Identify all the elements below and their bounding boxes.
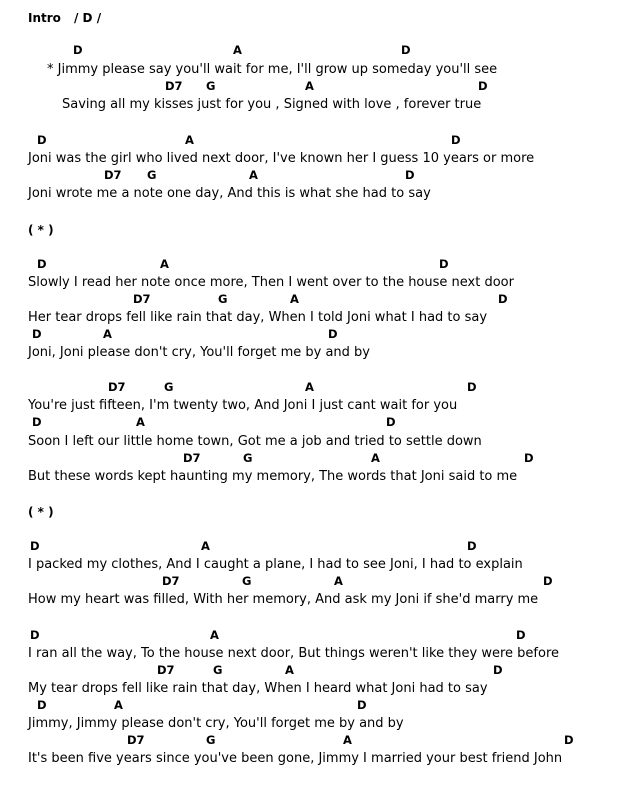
chord: G	[218, 292, 228, 306]
chord: D	[30, 628, 40, 642]
chord: A	[136, 415, 145, 429]
chord: D	[37, 698, 47, 712]
lyric-line: Joni was the girl who lived next door, I've known her I guess 10 years or more	[28, 151, 535, 166]
chord: A	[114, 698, 123, 712]
chord: D7	[183, 451, 201, 465]
lyric-line: You're just fifteen, I'm twenty two, And Joni I just cant wait for you	[28, 398, 458, 413]
chord: A	[305, 380, 314, 394]
chord: A	[371, 451, 380, 465]
lyric-line: I ran all the way, To the house next door, But things weren't like they were before	[28, 646, 560, 661]
lyric-line: It's been five years since you've been gone, Jimmy I married your best friend John	[28, 751, 563, 766]
intro-label: Intro	[28, 11, 61, 25]
chord: D	[478, 79, 488, 93]
chord: D7	[104, 168, 122, 182]
chord: A	[210, 628, 219, 642]
chord: D	[32, 327, 42, 341]
chord: G	[206, 79, 216, 93]
lyric-line: My tear drops fell like rain that day, When I heard what Joni had to say	[28, 681, 488, 696]
lyric-line: Her tear drops fell like rain that day, When I told Joni what I had to say	[28, 310, 488, 325]
lyric-line: How my heart was filled, With her memory, And ask my Joni if she'd marry me	[28, 592, 539, 607]
chord: A	[343, 733, 352, 747]
chord: D	[498, 292, 508, 306]
chord: D	[439, 257, 449, 271]
chord: A	[290, 292, 299, 306]
lyric-line: Joni, Joni please don't cry, You'll forget me by and by	[28, 345, 370, 360]
chord: D	[543, 574, 553, 588]
chord: D	[467, 380, 477, 394]
lyric-line: * Jimmy please say you'll wait for me, I'll grow up someday you'll see	[47, 62, 498, 77]
chord: A	[305, 79, 314, 93]
chord: G	[242, 574, 252, 588]
chord: D	[564, 733, 574, 747]
chord: A	[233, 43, 242, 57]
chord: A	[103, 327, 112, 341]
chord: D	[32, 415, 42, 429]
chord: D	[30, 539, 40, 553]
chord: A	[334, 574, 343, 588]
chord: D	[357, 698, 367, 712]
chord: D	[37, 133, 47, 147]
chord: D7	[165, 79, 183, 93]
chord: D	[493, 663, 503, 677]
chord: D7	[157, 663, 175, 677]
chord: G	[206, 733, 216, 747]
chord: G	[243, 451, 253, 465]
intro-chords: / D /	[74, 11, 102, 25]
chorus-marker: ( * )	[28, 223, 54, 237]
chord: A	[249, 168, 258, 182]
chord: G	[147, 168, 157, 182]
chord: A	[160, 257, 169, 271]
chord: D	[401, 43, 411, 57]
chord: A	[185, 133, 194, 147]
chorus-marker: ( * )	[28, 505, 54, 519]
chord: G	[213, 663, 223, 677]
chord: D7	[108, 380, 126, 394]
chord: G	[164, 380, 174, 394]
chord: D7	[127, 733, 145, 747]
chord: D	[467, 539, 477, 553]
chord: D	[37, 257, 47, 271]
chord: A	[285, 663, 294, 677]
lyric-line: Slowly I read her note once more, Then I went over to the house next door	[28, 275, 514, 290]
lyric-line: Jimmy, Jimmy please don't cry, You'll forget me by and by	[28, 716, 404, 731]
lyric-line: Saving all my kisses just for you , Signed with love , forever true	[62, 97, 482, 112]
chord: D	[516, 628, 526, 642]
lyric-line: I packed my clothes, And I caught a plane, I had to see Joni, I had to explain	[28, 557, 523, 572]
lyric-line: Soon I left our little home town, Got me a job and tried to settle down	[28, 434, 482, 449]
chord: D	[451, 133, 461, 147]
chord: D	[405, 168, 415, 182]
chord: D	[73, 43, 83, 57]
chord: D7	[162, 574, 180, 588]
chord: D	[386, 415, 396, 429]
chord: D	[524, 451, 534, 465]
chord: D7	[133, 292, 151, 306]
lyric-line: But these words kept haunting my memory, The words that Joni said to me	[28, 469, 518, 484]
chord: D	[328, 327, 338, 341]
lyric-line: Joni wrote me a note one day, And this is what she had to say	[28, 186, 431, 201]
chord: A	[201, 539, 210, 553]
